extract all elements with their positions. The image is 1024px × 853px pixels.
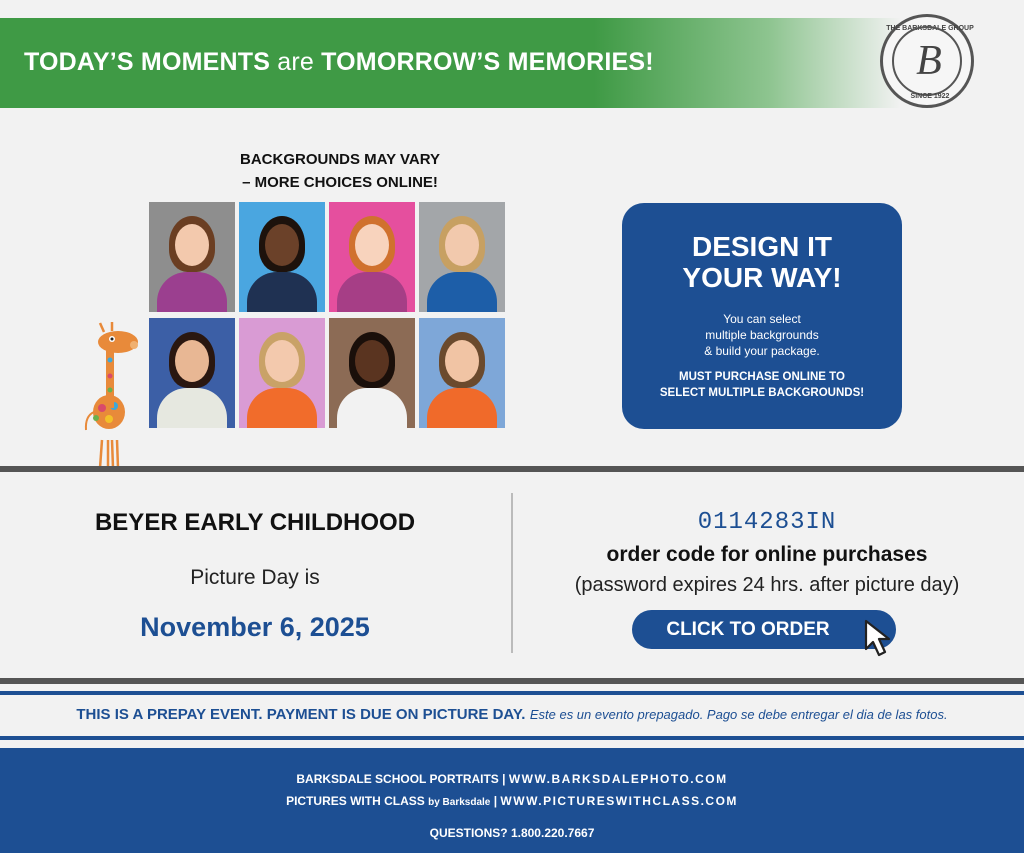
sample-portrait-photo bbox=[239, 202, 325, 312]
header-banner bbox=[0, 18, 1024, 108]
footer bbox=[0, 748, 1024, 853]
portrait-face bbox=[175, 340, 209, 382]
seal-inner-ring bbox=[892, 26, 962, 96]
giraffe-mascot-icon bbox=[82, 320, 144, 470]
click-to-order-button[interactable]: CLICK TO ORDER bbox=[632, 610, 896, 649]
prepay-notice-english: THIS IS A PREPAY EVENT. PAYMENT IS DUE ON PICTURE DAY. bbox=[76, 706, 526, 723]
portrait-face bbox=[355, 340, 389, 382]
order-code-label: order code for online purchases bbox=[606, 543, 928, 566]
portrait-shirt bbox=[337, 272, 407, 312]
sample-portrait-photo bbox=[329, 202, 415, 312]
sample-portrait-photo bbox=[239, 318, 325, 428]
portrait-face bbox=[445, 224, 479, 266]
portrait-shirt bbox=[157, 272, 227, 312]
footer-separator: | bbox=[502, 772, 506, 786]
design-it-your-way-panel bbox=[622, 203, 902, 429]
portrait-face bbox=[175, 224, 209, 266]
barksdale-seal-logo bbox=[880, 14, 974, 108]
footer-questions-phone: QUESTIONS? 1.800.220.7667 bbox=[429, 826, 595, 840]
vertical-divider bbox=[511, 493, 513, 653]
pictureswithclass-link[interactable]: WWW.PICTURESWITHCLASS.COM bbox=[500, 794, 738, 808]
banner-text-part1: TODAY’S MOMENTS bbox=[24, 48, 271, 76]
portrait-face bbox=[355, 224, 389, 266]
design-title-line1: DESIGN IT bbox=[691, 231, 832, 262]
design-body-line3: & build your package. bbox=[704, 344, 820, 358]
mouse-pointer-icon bbox=[858, 617, 900, 659]
prepay-notice bbox=[0, 706, 1024, 724]
school-name: BEYER EARLY CHILDHOOD bbox=[94, 509, 416, 536]
portrait-shirt bbox=[337, 388, 407, 428]
footer-barksdale-name: BARKSDALE SCHOOL PORTRAITS bbox=[296, 772, 499, 786]
design-body-line2: multiple backgrounds bbox=[705, 328, 819, 342]
seal-letter: B bbox=[916, 38, 942, 84]
footer-line-barksdale bbox=[0, 772, 1024, 786]
design-title-line2: YOUR WAY! bbox=[682, 262, 842, 293]
portrait-shirt bbox=[427, 388, 497, 428]
portrait-shirt bbox=[157, 388, 227, 428]
footer-pwc-by: by Barksdale bbox=[428, 797, 491, 808]
design-body bbox=[622, 311, 902, 359]
portrait-face bbox=[445, 340, 479, 382]
prepay-top-blue-rule bbox=[0, 691, 1024, 695]
footer-separator: | bbox=[493, 794, 498, 808]
sample-portrait-photo bbox=[419, 202, 505, 312]
seal-top-text: THE BARKSDALE GROUP bbox=[886, 25, 974, 32]
portrait-shirt bbox=[247, 388, 317, 428]
portrait-face bbox=[265, 340, 299, 382]
footer-pwc-name: PICTURES WITH CLASS bbox=[286, 794, 425, 808]
sample-photo-grid bbox=[149, 202, 506, 430]
portrait-shirt bbox=[247, 272, 317, 312]
design-warning-line1: MUST PURCHASE ONLINE TO bbox=[679, 371, 845, 383]
barksdalephoto-link[interactable]: WWW.BARKSDALEPHOTO.COM bbox=[508, 772, 728, 786]
prepay-top-divider bbox=[0, 678, 1024, 684]
design-title bbox=[622, 231, 902, 293]
portrait-shirt bbox=[427, 272, 497, 312]
order-code: 0114283IN bbox=[697, 509, 837, 536]
backgrounds-note-line1: BACKGROUNDS MAY VARY bbox=[239, 151, 441, 168]
seal-bottom-text: SINCE 1922 bbox=[910, 93, 950, 100]
design-warning bbox=[622, 369, 902, 401]
banner-tagline bbox=[24, 48, 654, 77]
backgrounds-note-line2: – MORE CHOICES ONLINE! bbox=[242, 174, 438, 191]
sample-portrait-photo bbox=[419, 318, 505, 428]
portrait-face bbox=[265, 224, 299, 266]
design-body-line1: You can select bbox=[723, 312, 801, 326]
picture-day-date: November 6, 2025 bbox=[140, 612, 370, 642]
sample-portrait-photo bbox=[149, 318, 235, 428]
footer-line-pictureswithclass bbox=[0, 794, 1024, 808]
sample-portrait-photo bbox=[149, 202, 235, 312]
prepay-notice-spanish: Este es un evento prepagado. Pago se debe entregar el dia de las fotos. bbox=[529, 707, 948, 722]
prepay-bottom-blue-rule bbox=[0, 736, 1024, 740]
banner-text-part3: TOMORROW’S MEMORIES! bbox=[321, 48, 654, 76]
password-expiry-note: (password expires 24 hrs. after picture day) bbox=[574, 574, 960, 596]
backgrounds-note bbox=[190, 148, 490, 194]
sample-portrait-photo bbox=[329, 318, 415, 428]
section-divider bbox=[0, 466, 1024, 472]
design-warning-line2: SELECT MULTIPLE BACKGROUNDS! bbox=[659, 387, 865, 399]
picture-day-label: Picture Day is bbox=[190, 566, 320, 589]
banner-text-part2: are bbox=[270, 48, 322, 76]
